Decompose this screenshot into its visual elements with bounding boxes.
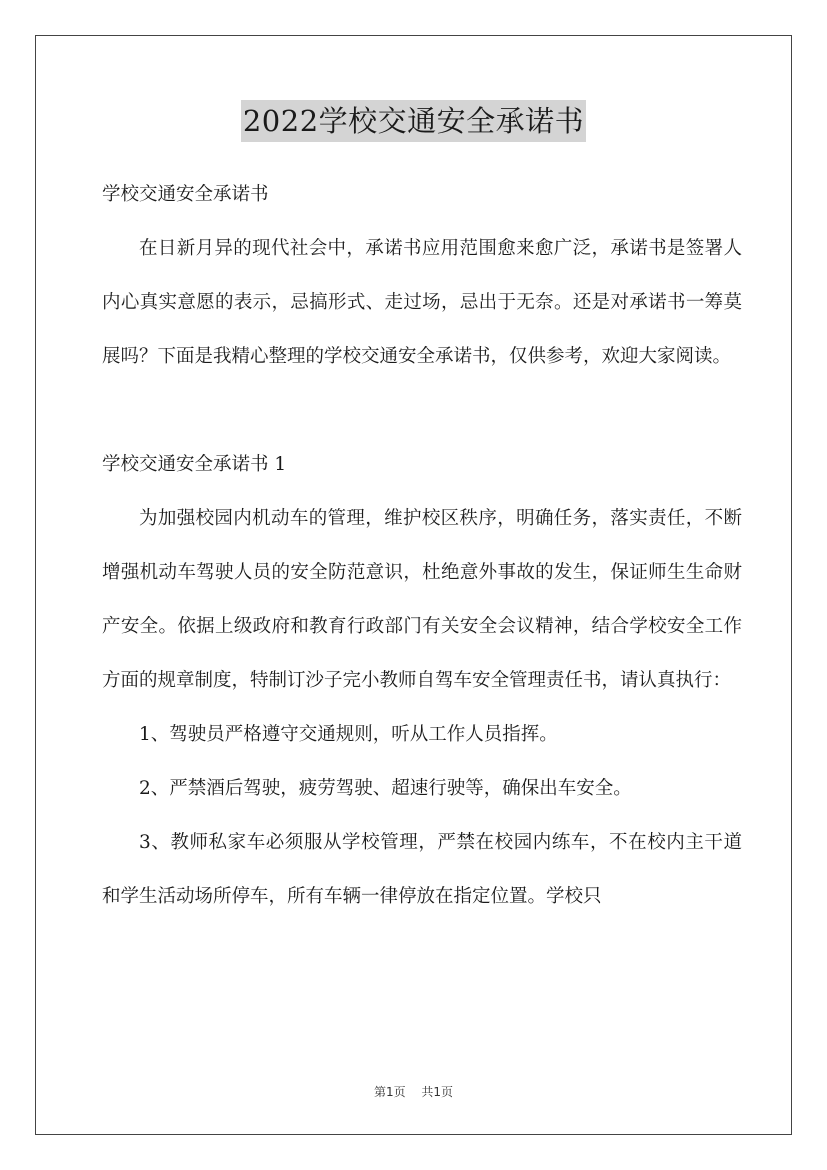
page-number-total: 共1页 (421, 1085, 454, 1099)
body-paragraph: 在日新月异的现代社会中，承诺书应用范围愈来愈广泛，承诺书是签署人内心真实意愿的表示，忌搞形式、走过场，忌出于无奈。还是对承诺书一筹莫展吗？下面是我精心整理的学校交通安全承诺书，仅供参考，欢迎大家阅读。 (102, 238, 742, 367)
document-title (0, 100, 827, 142)
page-footer (0, 1083, 827, 1100)
body-paragraph: 为加强校园内机动车的管理，维护校区秩序，明确任务，落实责任，不断增强机动车驾驶人员的安全防范意识，杜绝意外事故的发生，保证师生生命财产安全。依据上级政府和教育行政部门有关安全会议精神，结合学校安全工作方面的规章制度，特制订沙子完小教师自驾车安全管理责任书，请认真执行： (102, 508, 742, 691)
page-number-current: 第1页 (373, 1085, 406, 1099)
section-heading: 学校交通安全承诺书 1 (102, 454, 287, 475)
body-paragraph: 3、教师私家车必须服从学校管理，严禁在校园内练车，不在校内主干道和学生活动场所停车，所有车辆一律停放在指定位置。学校只 (102, 832, 742, 907)
document-body (102, 168, 742, 924)
body-paragraph: 2、严禁酒后驾驶，疲劳驾驶、超速行驶等，确保出车安全。 (139, 778, 632, 799)
body-paragraph: 1、驾驶员严格遵守交通规则，听从工作人员指挥。 (139, 724, 558, 745)
paragraph-gap (102, 384, 742, 438)
section-heading: 学校交通安全承诺书 (102, 184, 269, 205)
document-title-text: 2022学校交通安全承诺书 (241, 100, 586, 142)
